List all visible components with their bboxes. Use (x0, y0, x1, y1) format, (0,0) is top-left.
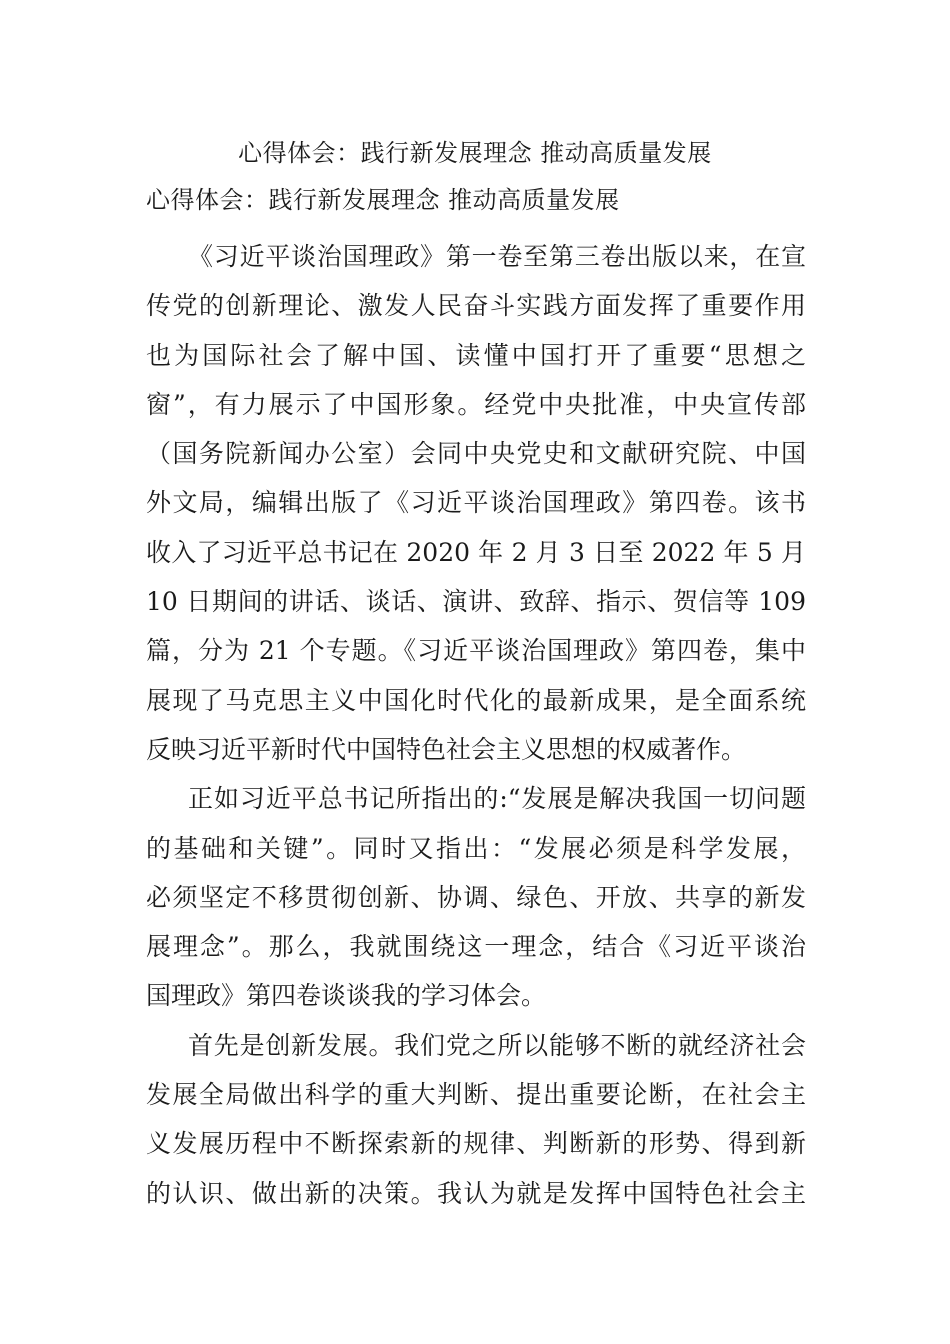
paragraph-line: 首先是创新发展。我们党之所以能够不断的就经济社会 (188, 1030, 806, 1060)
paragraph-line: 反映习近平新时代中国特色社会主义思想的权威著作。 (146, 734, 747, 764)
paragraph-line: 窗”，有力展示了中国形象。经党中央批准，中央宣传部 (146, 389, 806, 419)
paragraph-2 (146, 774, 806, 1020)
paragraph-line: 义发展历程中不断探索新的规律、判断新的形势、得到新 (146, 1129, 806, 1159)
document-title-centered: 心得体会：践行新发展理念 推动高质量发展 (238, 139, 712, 167)
paragraph-line: 展理念”。那么，我就围绕这一理念，结合《习近平谈治 (146, 932, 806, 962)
paragraph-line: 也为国际社会了解中国、读懂中国打开了重要“思想之 (146, 340, 806, 370)
paragraph-line: 必须坚定不移贯彻创新、协调、绿色、开放、共享的新发 (146, 882, 806, 912)
paragraph-1 (146, 232, 806, 774)
paragraph-line: 正如习近平总书记所指出的:“发展是解决我国一切问题 (188, 784, 806, 814)
paragraph-line: 国理政》第四卷谈谈我的学习体会。 (146, 981, 547, 1011)
paragraph-line: 传党的创新理论、激发人民奋斗实践方面发挥了重要作用 (146, 291, 806, 321)
paragraph-line: 篇，分为 21 个专题。《习近平谈治国理政》第四卷，集中 (146, 636, 806, 666)
paragraph-line: （国务院新闻办公室）会同中央党史和文献研究院、中国 (146, 439, 806, 469)
paragraph-line: 外文局，编辑出版了《习近平谈治国理政》第四卷。该书 (146, 488, 806, 518)
paragraph-line: 收入了习近平总书记在 2020 年 2 月 3 日至 2022 年 5 月 (146, 537, 806, 567)
paragraph-line: 的认识、做出新的决策。我认为就是发挥中国特色社会主 (146, 1178, 806, 1208)
paragraph-line: 《习近平谈治国理政》第一卷至第三卷出版以来，在宣 (188, 242, 806, 271)
paragraph-line: 10 日期间的讲话、谈话、演讲、致辞、指示、贺信等 109 (146, 587, 806, 617)
paragraph-line: 的基础和关键”。同时又指出：“发展必须是科学发展， (146, 833, 806, 863)
document-title-left: 心得体会：践行新发展理念 推动高质量发展 (146, 186, 620, 214)
document-body (146, 232, 806, 1218)
paragraph-3 (146, 1021, 806, 1218)
paragraph-line: 展现了马克思主义中国化时代化的最新成果，是全面系统 (146, 685, 806, 715)
paragraph-line: 发展全局做出科学的重大判断、提出重要论断，在社会主 (146, 1080, 806, 1110)
